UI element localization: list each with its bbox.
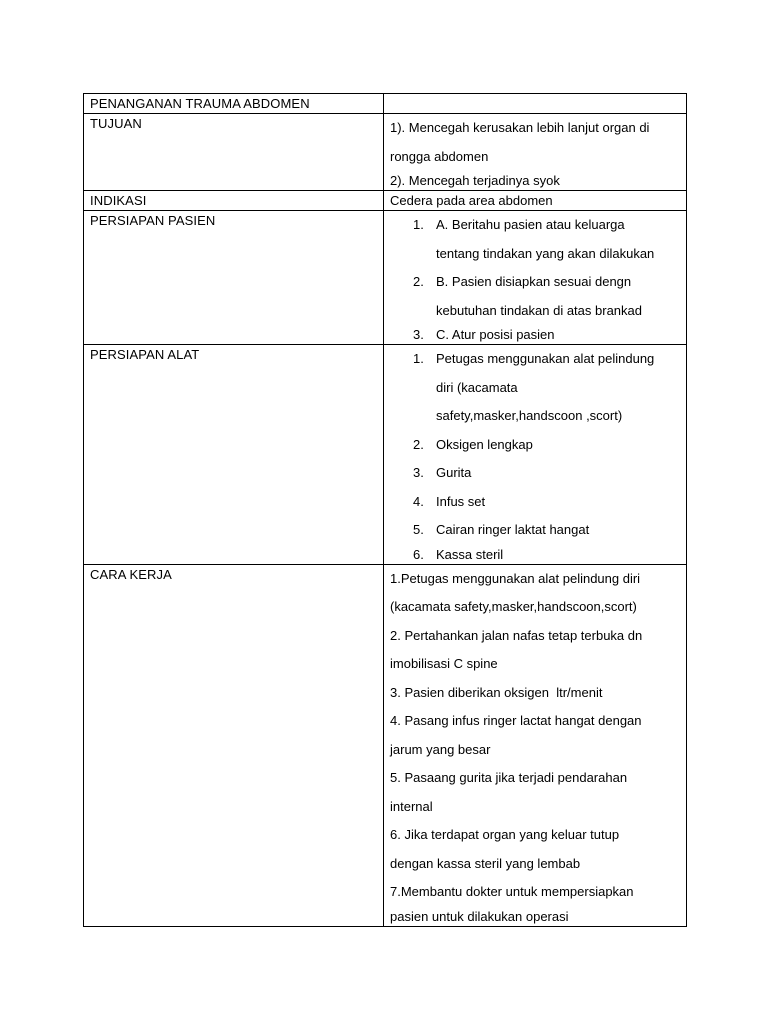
list-item-text: B. Pasien disiapkan sesuai dengn (436, 274, 632, 289)
list-item-text: diri (kacamata (436, 379, 518, 395)
list-item (390, 211, 680, 268)
list-number: 1. (413, 351, 424, 366)
table-row-persiapan-pasien (84, 211, 687, 345)
tujuan-line: rongga abdomen (390, 148, 489, 164)
list-item-text: Petugas menggunakan alat pelindung (436, 351, 655, 366)
cara-kerja-line: 6. Jika terdapat organ yang keluar tutup (390, 827, 620, 842)
table-row-persiapan-alat (84, 345, 687, 565)
list-item-text: Infus set (436, 493, 486, 509)
procedure-table (83, 93, 687, 927)
list-item (390, 345, 680, 431)
table-row-title (84, 94, 687, 114)
list-number: 2. (413, 436, 424, 452)
persiapan-pasien-list (390, 211, 680, 344)
list-number: 6. (413, 546, 424, 562)
cara-kerja-label: CARA KERJA (84, 564, 384, 926)
list-item (390, 431, 680, 460)
list-item-text: Kassa steril (436, 546, 504, 562)
cara-kerja-line: 5. Pasaang gurita jika terjadi pendarahan (390, 770, 628, 785)
persiapan-pasien-label: PERSIAPAN PASIEN (84, 211, 384, 345)
tujuan-line: 2). Mencegah terjadinya syok (390, 173, 560, 188)
list-item-text: Oksigen lengkap (436, 436, 533, 452)
list-item (390, 325, 680, 344)
cara-kerja-line: internal (390, 798, 433, 814)
list-item-text: A. Beritahu pasien atau keluarga (436, 217, 625, 232)
list-item-text: kebutuhan tindakan di atas brankad (436, 302, 642, 318)
cara-kerja-line: jarum yang besar (390, 741, 491, 757)
persiapan-pasien-content (384, 211, 687, 345)
table-row-indikasi (84, 191, 687, 211)
cara-kerja-line: dengan kassa steril yang lembab (390, 855, 581, 871)
cara-kerja-line: 7.Membantu dokter untuk mempersiapkan (390, 884, 634, 899)
list-number: 2. (413, 274, 424, 289)
cara-kerja-line: pasien untuk dilakukan operasi (390, 908, 569, 924)
list-item-text: Gurita (436, 465, 472, 480)
list-item-text: safety,masker,handscoon ,scort) (436, 408, 623, 423)
tujuan-content (384, 114, 687, 191)
list-number: 5. (413, 522, 424, 537)
list-item (390, 516, 680, 545)
title-empty-cell (384, 94, 687, 114)
cara-kerja-line: imobilisasi C spine (390, 656, 498, 671)
persiapan-alat-content (384, 345, 687, 565)
table-row-tujuan (84, 114, 687, 191)
indikasi-label: INDIKASI (84, 191, 384, 211)
cara-kerja-line: (kacamata safety,masker,handscoon,scort) (390, 599, 637, 614)
tujuan-line: 1). Mencegah kerusakan lebih lanjut organ di (390, 120, 650, 135)
list-number: 3. (413, 327, 424, 342)
list-number: 4. (413, 493, 424, 509)
cara-kerja-line: 2. Pertahankan jalan nafas tetap terbuka dn (390, 627, 643, 643)
list-number: 3. (413, 465, 424, 480)
list-item-text: tentang tindakan yang akan dilakukan (436, 245, 655, 261)
cara-kerja-line: 1.Petugas menggunakan alat pelindung diri (390, 570, 641, 586)
persiapan-alat-list (390, 345, 680, 564)
cara-kerja-content (384, 564, 687, 926)
cara-kerja-line: 3. Pasien diberikan oksigen ltr/menit (390, 684, 603, 700)
tujuan-label: TUJUAN (84, 114, 384, 191)
list-item (390, 545, 680, 564)
list-item-text: C. Atur posisi pasien (436, 327, 555, 342)
indikasi-content: Cedera pada area abdomen (384, 191, 687, 211)
title-cell: PENANGANAN TRAUMA ABDOMEN (84, 94, 384, 114)
list-item-text: Cairan ringer laktat hangat (436, 522, 590, 537)
list-number: 1. (413, 217, 424, 232)
list-item (390, 268, 680, 325)
list-item (390, 459, 680, 488)
cara-kerja-line: 4. Pasang infus ringer lactat hangat dengan (390, 713, 642, 728)
table-row-cara-kerja (84, 564, 687, 926)
persiapan-alat-label: PERSIAPAN ALAT (84, 345, 384, 565)
list-item (390, 488, 680, 517)
